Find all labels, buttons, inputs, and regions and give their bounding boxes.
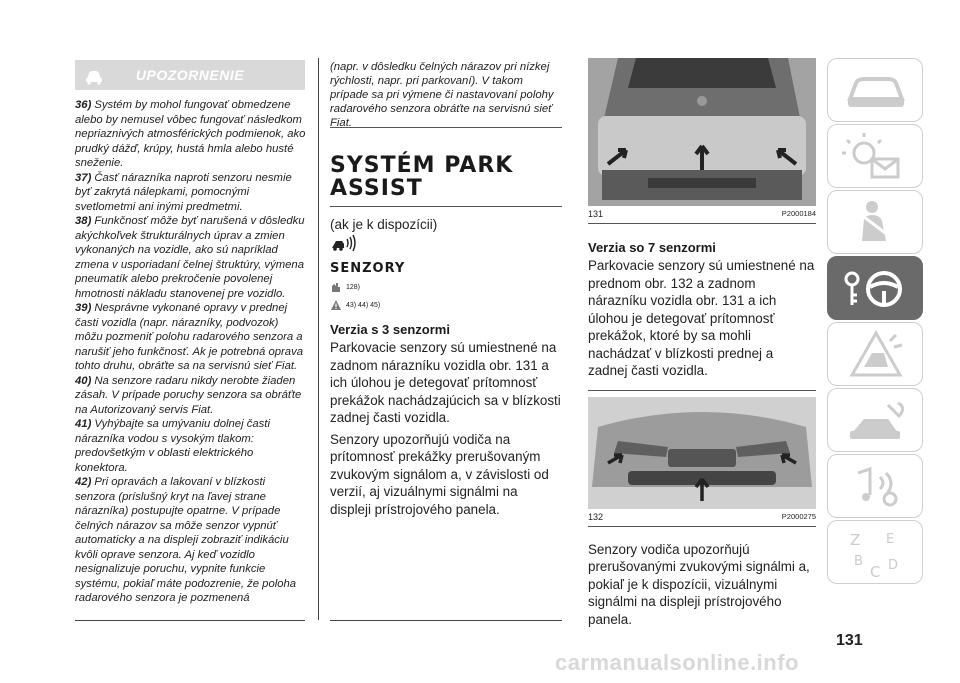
- column-divider: [318, 58, 319, 620]
- warning-item: 39) Nesprávne vykonané opravy v prednej časti vozidla (napr. nárazníky, podvozok) môžu pozmeniť polohu radarového senzora a narušiť jeho funkčnosť. Ak je potrebná oprava tohto druhu, obráťte sa na servisnú sieť Fiat.: [75, 302, 304, 372]
- middle-column: [330, 58, 562, 518]
- figure-rule: [588, 526, 816, 527]
- sensors7-paragraph: Senzory vodiča upozorňujú prerušovanými zvukovými signálmi a, pokiaľ je k dispozícii, vizuálnymi signálmi na displeji prístrojového panela.: [588, 541, 810, 627]
- figure-caption: [588, 209, 816, 219]
- note-text: (napr. v dôsledku čelných nárazov pri nízkej rýchlosti, napr. pri parkovaní). V takom prípade sa pri výmene či nastavovaní polohy radarového senzora obráťte na servisnú sieť Fiat.: [330, 61, 554, 129]
- svg-text:E: E: [886, 532, 895, 547]
- section-rule: [330, 206, 562, 207]
- rear-car-image: [588, 58, 816, 206]
- middle-divider: [330, 620, 562, 621]
- figure-rule: [588, 223, 816, 224]
- svg-text:B: B: [854, 554, 863, 569]
- car-icon: [828, 59, 924, 123]
- sidebar-tile-maintenance[interactable]: [827, 388, 923, 452]
- senzory-heading: SENZORY: [330, 261, 406, 276]
- triangle-warning-icon: [330, 299, 342, 311]
- figure-code: P2000184: [781, 209, 816, 218]
- park-sensor-icon: [330, 234, 360, 252]
- warning-title: UPOZORNENIE: [135, 67, 245, 83]
- sensors3-paragraph: Parkovacie senzory sú umiestnené na zadnom nárazníku vozidla obr. 131 a ich úlohou je detegovať prítomnosť prekážok nachádzajúcich sa v blízkosti zadnej časti vozidla.: [330, 340, 561, 425]
- sidebar-tile-vehicle[interactable]: [827, 58, 923, 122]
- figure-rule: [588, 390, 816, 391]
- sidebar-tile-starting-driving[interactable]: [827, 256, 923, 320]
- svg-text:C: C: [870, 563, 881, 581]
- svg-text:Z: Z: [850, 531, 861, 549]
- warning-item: 38) Funkčnosť môže byť narušená v dôsledku akýchkoľvek štrukturálnych úprav a zmien vykonaných na vozidle, ako sú napríklad zmena v usporiadaní čelnej štruktúry, výmena pneumatík alebo prekročenie povolenej hmotnosti nákladu stanovenej pre vozidlo.: [75, 215, 305, 300]
- rear-car-figure: [588, 58, 816, 206]
- svg-text:D: D: [888, 558, 899, 573]
- reference-row: [330, 298, 562, 312]
- sensors7-paragraph: Parkovacie senzory sú umiestnené na prednom obr. 132 a zadnom nárazníku vozidla obr. 131 a ich úlohou je detegovať prítomnosť prekážok, ktoré by sa mohli nachádzať v blízkosti prednej a zadnej časti vozidla.: [588, 258, 815, 378]
- maintenance-icon: [828, 389, 924, 453]
- sidebar-tile-multimedia[interactable]: [827, 454, 923, 518]
- warning-item: 40) Na senzore radaru nikdy nerobte žiaden zásah. V prípade poruchy senzora sa obráťte na Autorizovaný servis Fiat.: [75, 374, 302, 416]
- reference-numbers: 43) 44) 45): [346, 301, 381, 309]
- warning-item: 36) Systém by mohol fungovať obmedzene alebo by nemusel vôbec fungovať následkom nepriaznivých atmosférických podmienok, ako prudký dážď, krúpy, hustá hmla alebo husté sneženie.: [75, 99, 306, 169]
- seatbelt-icon: [828, 191, 924, 255]
- page-number: 131: [836, 632, 863, 649]
- section-title: SYSTÉM PARK ASSIST: [330, 153, 514, 201]
- figure-number: 132: [588, 511, 604, 522]
- accident-icon: [828, 323, 924, 387]
- sidebar-tile-safety[interactable]: [827, 190, 923, 254]
- sensors3-paragraph: Senzory upozorňujú vodiča na prítomnosť prekážky prerušovaným zvukovým signálom a, v závislosti od verzií, aj vizuálnymi signálmi na displeji prístrojového panela.: [330, 431, 549, 517]
- hand-warning-icon: [330, 281, 342, 293]
- warning-item: 37) Časť nárazníka naproti senzoru nesmie byť zakrytá nálepkami, pomocnými svetlometmi ani inými predmetmi.: [75, 171, 292, 213]
- sensors3-heading: Verzia s 3 senzormi: [330, 322, 450, 337]
- warning-item: 42) Pri opravách a lakovaní v blízkosti senzora (príslušný kryt na ľavej strane nárazníka) postupujte opatrne. V prípade čelných nárazov sa môže senzor vypnúť automaticky a na displeji zobraziť indikáciu kvôli oprave senzora. Aj keď vozidlo nesignalizuje poruchu, vypnite funkcie systému, pokiaľ máte podozrenie, že poloha radarového senzora je pozmenená: [75, 476, 297, 604]
- reference-row: [330, 280, 562, 294]
- warning-divider: [75, 620, 305, 621]
- steering-key-icon: [828, 257, 924, 321]
- figure-code: P2000275: [781, 511, 816, 521]
- note-box: [330, 58, 562, 128]
- warning-item: 41) Vyhýbajte sa umývaniu dolnej časti nárazníka vodou s vysokým tlakom: predovšetkým v oblasti elektrického konektora.: [75, 418, 270, 474]
- reference-numbers: 128): [346, 283, 361, 291]
- sidebar-tile-index[interactable]: [827, 520, 923, 584]
- chapter-sidebar: [827, 58, 923, 586]
- sensors7-heading: Verzia so 7 senzormi: [588, 240, 716, 255]
- multimedia-icon: [828, 455, 924, 519]
- right-column: [588, 58, 816, 628]
- front-car-figure: [588, 397, 816, 509]
- watermark: carmanualsonline.info: [555, 650, 799, 675]
- index-icon: [828, 521, 924, 585]
- figure-number: 131: [588, 209, 604, 219]
- section-subtitle: (ak je k dispozícii): [330, 217, 438, 232]
- sidebar-tile-dashboard[interactable]: [827, 124, 923, 188]
- warning-list: [75, 98, 307, 606]
- figure-caption: [588, 512, 816, 522]
- warning-lights-icon: [828, 125, 924, 189]
- warning-banner: [75, 60, 305, 90]
- front-car-image: [588, 397, 816, 509]
- sidebar-tile-emergency[interactable]: [827, 322, 923, 386]
